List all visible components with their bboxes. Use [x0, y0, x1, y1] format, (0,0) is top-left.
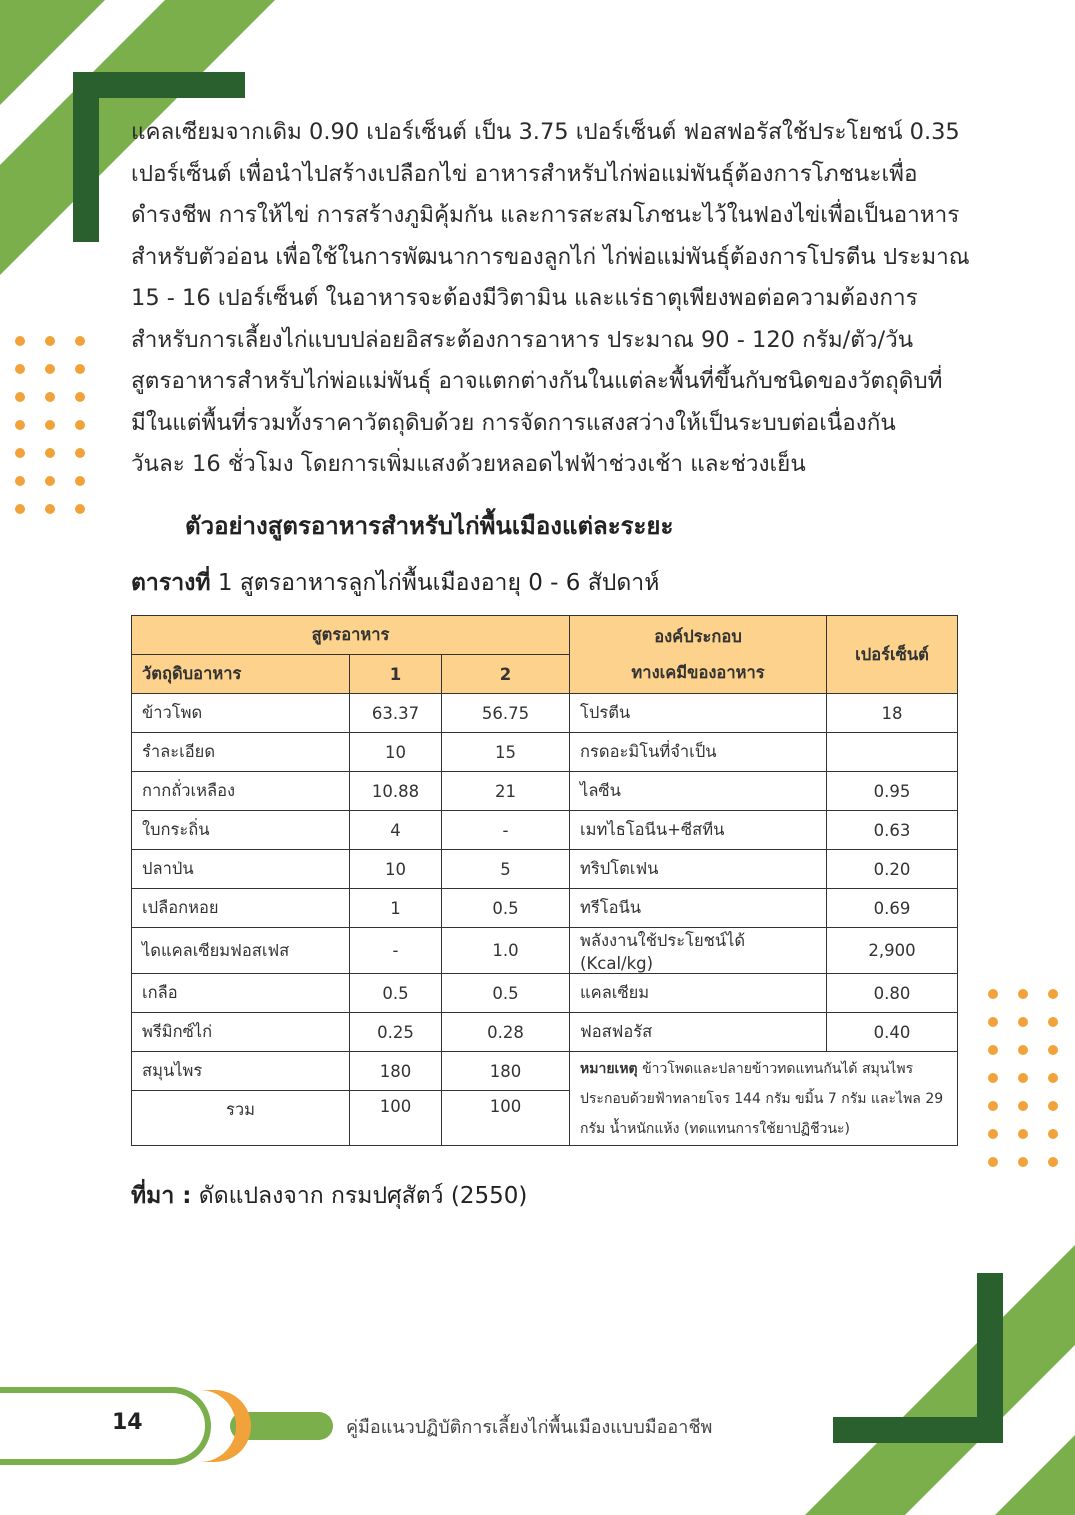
- total-formula1-cell: 100: [350, 1091, 442, 1146]
- header-formula: สูตรอาหาร: [132, 616, 570, 655]
- percent-cell: 18: [827, 694, 958, 733]
- formula1-cell: 0.25: [350, 1013, 442, 1052]
- paragraph-line: มีในแต่พื้นที่รวมทั้งราคาวัตถุดิบด้วย การจัดการแสงสว่างให้เป็นระบบต่อเนื่องกัน: [131, 409, 896, 436]
- corner-bracket-bottom: [833, 1417, 1003, 1443]
- paragraph-line: สำหรับการเลี้ยงไก่แบบปล่อยอิสระต้องการอาหาร ประมาณ 90 - 120 กรัม/ตัว/วัน: [131, 326, 914, 353]
- ingredient-cell: รำละเอียด: [132, 733, 350, 772]
- ingredient-cell: ใบกระถิ่น: [132, 811, 350, 850]
- table-note-text: ข้าวโพดและปลายข้าวทดแทนกันได้ สมุนไพรประกอบด้วยฟ้าทลายโจร 144 กรัม ขมิ้น 7 กรัม และไพล 29 กรัม น้ำหนักแห้ง (ทดแทนการใช้ยาปฏิชีวนะ): [580, 1061, 944, 1137]
- paragraph-line: สำหรับตัวอ่อน เพื่อใช้ในการพัฒนาการของลูกไก่ ไก่พ่อแม่พันธุ์ต้องการโปรตีน ประมาณ: [131, 243, 970, 270]
- table-row: [132, 1052, 958, 1091]
- formula1-cell: 10: [350, 733, 442, 772]
- ingredient-cell: ปลาป่น: [132, 850, 350, 889]
- formula2-cell: 5: [442, 850, 570, 889]
- bottom-right-decoration: [795, 1235, 1075, 1515]
- table-row: [132, 974, 958, 1013]
- percent-cell: 0.80: [827, 974, 958, 1013]
- formula1-cell: -: [350, 928, 442, 974]
- header-formula-1: 1: [350, 655, 442, 694]
- ingredient-cell: พรีมิกซ์ไก่: [132, 1013, 350, 1052]
- table-row: [132, 772, 958, 811]
- formula2-cell: 56.75: [442, 694, 570, 733]
- formula2-cell: -: [442, 811, 570, 850]
- footer-title: คู่มือแนวปฏิบัติการเลี้ยงไก่พื้นเมืองแบบมืออาชีพ: [346, 1417, 713, 1438]
- ingredient-cell: ไดแคลเซียมฟอสเฟส: [132, 928, 350, 974]
- formula2-cell: 0.28: [442, 1013, 570, 1052]
- source-text: ดัดแปลงจาก กรมปศุสัตว์ (2550): [191, 1183, 528, 1209]
- percent-cell: 2,900: [827, 928, 958, 974]
- dot-pattern-right: [988, 989, 1058, 1167]
- percent-cell: 0.40: [827, 1013, 958, 1052]
- header-composition-line2: ทางเคมีของอาหาร: [631, 662, 765, 682]
- table-caption: [131, 565, 659, 601]
- formula1-cell: 1: [350, 889, 442, 928]
- formula1-cell: 4: [350, 811, 442, 850]
- formula1-cell: 63.37: [350, 694, 442, 733]
- dot-pattern-left: [15, 336, 85, 514]
- formula1-cell: 0.5: [350, 974, 442, 1013]
- percent-cell: 0.95: [827, 772, 958, 811]
- section-heading: ตัวอย่างสูตรอาหารสำหรับไก่พื้นเมืองแต่ละระยะ: [185, 512, 674, 540]
- page-number: 14: [112, 1410, 143, 1435]
- corner-bracket-left: [73, 72, 99, 242]
- table-row: [132, 850, 958, 889]
- formula2-cell: 0.5: [442, 974, 570, 1013]
- ingredient-cell: เกลือ: [132, 974, 350, 1013]
- ingredient-cell: สมุนไพร: [132, 1052, 350, 1091]
- table-row: [132, 1013, 958, 1052]
- ingredient-cell: ข้าวโพด: [132, 694, 350, 733]
- nutrient-cell: ทริปโตเฟน: [570, 850, 827, 889]
- source-label: ที่มา :: [131, 1183, 192, 1209]
- percent-cell: 0.69: [827, 889, 958, 928]
- paragraph-line: วันละ 16 ชั่วโมง โดยการเพิ่มแสงด้วยหลอดไฟฟ้าช่วงเช้า และช่วงเย็น: [131, 451, 806, 477]
- formula2-cell: 21: [442, 772, 570, 811]
- header-percent: เปอร์เซ็นต์: [827, 616, 958, 694]
- total-formula2-cell: 100: [442, 1091, 570, 1146]
- table-row: [132, 694, 958, 733]
- percent-cell: 0.63: [827, 811, 958, 850]
- nutrient-cell: ทรีโอนีน: [570, 889, 827, 928]
- percent-cell: [827, 733, 958, 772]
- paragraph-line: ดำรงชีพ การให้ไข่ การสร้างภูมิคุ้มกัน และการสะสมโภชนะไว้ในฟองไข่เพื่อเป็นอาหาร: [131, 202, 960, 228]
- total-label-cell: รวม: [132, 1091, 350, 1146]
- formula1-cell: 180: [350, 1052, 442, 1091]
- table-row: [132, 733, 958, 772]
- table-row: [132, 889, 958, 928]
- nutrient-cell: พลังงานใช้ประโยชน์ได้ (Kcal/kg): [570, 928, 827, 974]
- table-caption-label: ตารางที่: [131, 570, 211, 596]
- ingredient-cell: กากถั่วเหลือง: [132, 772, 350, 811]
- paragraph-line: เปอร์เซ็นต์ เพื่อนำไปสร้างเปลือกไข่ อาหารสำหรับไก่พ่อแม่พันธุ์ต้องการโภชนะเพื่อ: [131, 160, 918, 187]
- body-paragraph: [131, 112, 970, 486]
- footer-page-badge: [0, 1385, 345, 1465]
- nutrient-cell: แคลเซียม: [570, 974, 827, 1013]
- paragraph-line: แคลเซียมจากเดิม 0.90 เปอร์เซ็นต์ เป็น 3.75 เปอร์เซ็นต์ ฟอสฟอรัสใช้ประโยชน์ 0.35: [131, 119, 960, 145]
- formula2-cell: 0.5: [442, 889, 570, 928]
- table-row: [132, 928, 958, 974]
- nutrient-cell: โปรตีน: [570, 694, 827, 733]
- formula1-cell: 10: [350, 850, 442, 889]
- formula1-cell: 10.88: [350, 772, 442, 811]
- nutrient-cell: เมทไธโอนีน+ซีสทีน: [570, 811, 827, 850]
- nutrient-cell: ไลซีน: [570, 772, 827, 811]
- formula2-cell: 1.0: [442, 928, 570, 974]
- table-note-label: หมายเหตุ: [580, 1061, 638, 1077]
- paragraph-line: สูตรอาหารสำหรับไก่พ่อแม่พันธุ์ อาจแตกต่างกันในแต่ละพื้นที่ขึ้นกับชนิดของวัตถุดิบที่: [131, 368, 943, 394]
- percent-cell: 0.20: [827, 850, 958, 889]
- source-citation: [131, 1178, 527, 1214]
- nutrient-cell: กรดอะมิโนที่จำเป็น: [570, 733, 827, 772]
- header-ingredient: วัตถุดิบอาหาร: [132, 655, 350, 694]
- table-note: [570, 1052, 958, 1146]
- formula2-cell: 15: [442, 733, 570, 772]
- table-caption-text: 1 สูตรอาหารลูกไก่พื้นเมืองอายุ 0 - 6 สัปดาห์: [210, 570, 660, 596]
- feed-formula-table: [131, 615, 958, 1146]
- ingredient-cell: เปลือกหอย: [132, 889, 350, 928]
- nutrient-cell: ฟอสฟอรัส: [570, 1013, 827, 1052]
- header-composition: [570, 616, 827, 694]
- header-composition-line1: องค์ประกอบ: [654, 626, 742, 646]
- formula2-cell: 180: [442, 1052, 570, 1091]
- table-row: [132, 811, 958, 850]
- header-formula-2: 2: [442, 655, 570, 694]
- paragraph-line: 15 - 16 เปอร์เซ็นต์ ในอาหารจะต้องมีวิตามิน และแร่ธาตุเพียงพอต่อความต้องการ: [131, 285, 918, 311]
